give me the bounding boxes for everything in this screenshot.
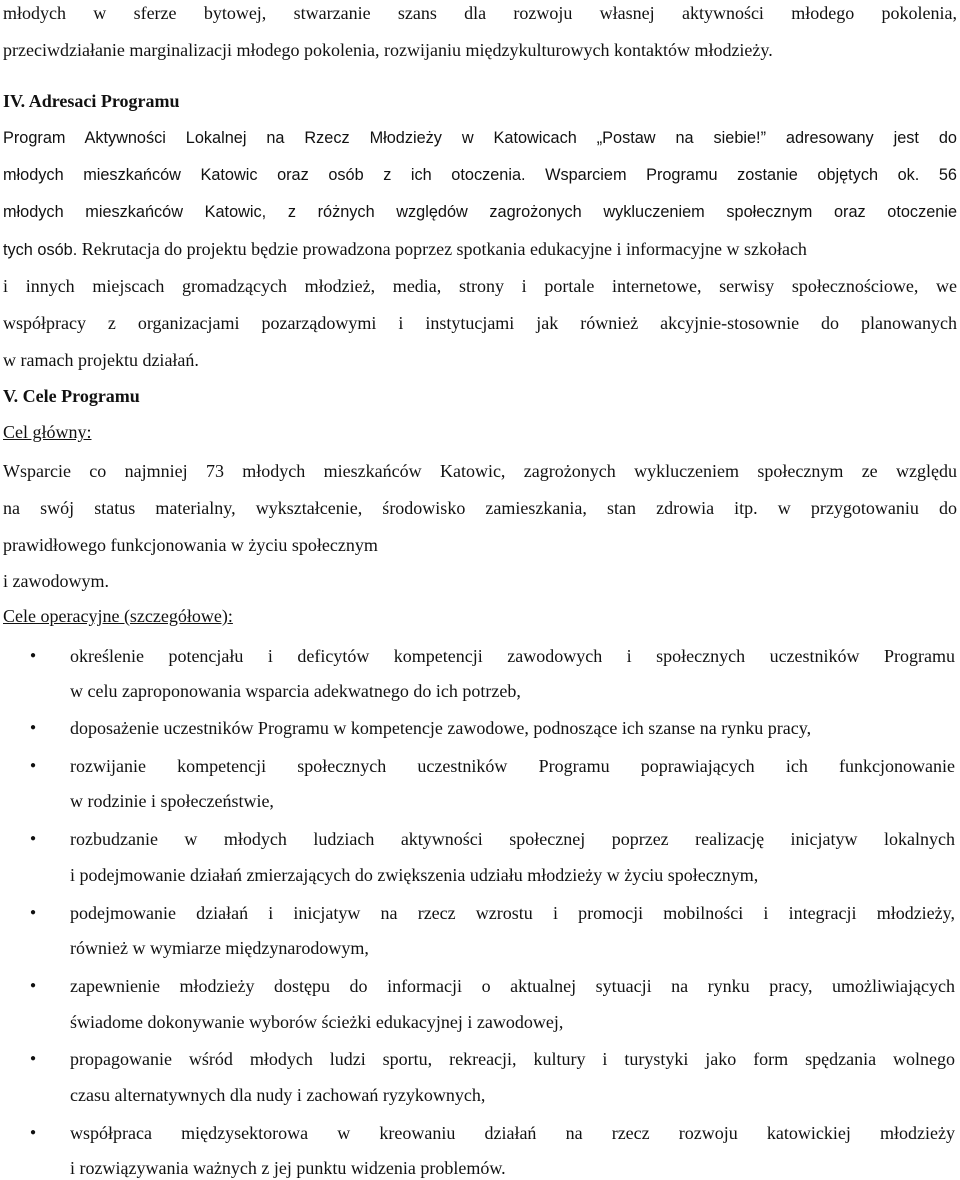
- operational-goals-label: Cele operacyjne (szczegółowe):: [3, 606, 233, 626]
- goal-5-line-1: podejmowanie działań i inicjatyw na rzecz wzrostu i promocji mobilności i integracji młodzieży,: [70, 903, 955, 923]
- goal-1-line-2: w celu zaproponowania wsparcia adekwatnego do ich potrzeb,: [70, 681, 521, 701]
- main-goal-line-2: na swój status materialny, wykształcenie, środowisko zamieszkania, stan zdrowia itp. w przygotowaniu do: [3, 498, 957, 518]
- section-4-line-1: Program Aktywności Lokalnej na Rzecz Młodzieży w Katowicach „Postaw na siebie!” adresowany jest do: [3, 129, 957, 147]
- bullet-icon: ●: [30, 980, 37, 991]
- goal-4-line-2: i podejmowanie działań zmierzających do zwiększenia udziału młodzieży w życiu społecznym,: [70, 865, 759, 885]
- goal-3-line-2: w rodzinie i społeczeństwie,: [70, 791, 274, 811]
- bullet-icon: ●: [30, 1127, 37, 1138]
- main-goal-label: Cel główny:: [3, 422, 92, 442]
- section-4-line-4: [3, 238, 807, 261]
- section-4-line-7: w ramach projektu działań.: [3, 350, 199, 370]
- bullet-icon: ●: [30, 1053, 37, 1064]
- main-goal-line-3: prawidłowego funkcjonowania w życiu społecznym: [3, 535, 378, 555]
- goal-7-line-2: czasu alternatywnych dla nudy i zachowań ryzykownych,: [70, 1085, 486, 1105]
- section-4-line-4a: tych osób.: [3, 241, 78, 259]
- section-5-heading: V. Cele Programu: [3, 386, 140, 406]
- section-4-heading: IV. Adresaci Programu: [3, 91, 180, 111]
- goal-6-line-1: zapewnienie młodzieży dostępu do informacji o aktualnej sytuacji na rynku pracy, umożliwiających: [70, 976, 955, 996]
- goal-4-line-1: rozbudzanie w młodych ludziach aktywności społecznej poprzez realizację inicjatyw lokalnych: [70, 829, 955, 849]
- goal-3-line-1: rozwijanie kompetencji społecznych uczestników Programu poprawiających ich funkcjonowanie: [70, 756, 955, 776]
- bullet-icon: ●: [30, 650, 37, 661]
- main-goal-line-4: i zawodowym.: [3, 571, 109, 591]
- goal-7-line-1: propagowanie wśród młodych ludzi sportu, rekreacji, kultury i turystyki jako form spędzania wolnego: [70, 1049, 955, 1069]
- section-4-line-5: i innych miejscach gromadzących młodzież, media, strony i portale internetowe, serwisy społecznościowe, we: [3, 276, 957, 296]
- intro-line-2: przeciwdziałanie marginalizacji młodego pokolenia, rozwijaniu międzykulturowych kontaktów młodzieży.: [3, 40, 773, 60]
- section-4-line-6: współpracy z organizacjami pozarządowymi i instytucjami jak również akcyjnie-stosownie do planowanych: [3, 313, 957, 333]
- section-4-line-4b: Rekrutacja do projektu będzie prowadzona poprzez spotkania edukacyjne i informacyjne w szkołach: [81, 239, 807, 259]
- goal-8-line-1: współpraca międzysektorowa w kreowaniu działań na rzecz rozwoju katowickiej młodzieży: [70, 1123, 955, 1143]
- goal-8-line-2: i rozwiązywania ważnych z jej punktu widzenia problemów.: [70, 1158, 506, 1178]
- bullet-icon: ●: [30, 760, 37, 771]
- main-goal-line-1: Wsparcie co najmniej 73 młodych mieszkańców Katowic, zagrożonych wykluczeniem społecznym ze względu: [3, 461, 957, 481]
- goal-6-line-2: świadome dokonywanie wyborów ścieżki edukacyjnej i zawodowej,: [70, 1012, 564, 1032]
- section-4-line-3: młodych mieszkańców Katowic, z różnych względów zagrożonych wykluczeniem społecznym oraz otoczenie: [3, 203, 957, 221]
- bullet-icon: ●: [30, 833, 37, 844]
- goal-5-line-2: również w wymiarze międzynarodowym,: [70, 938, 369, 958]
- bullet-icon: ●: [30, 722, 37, 733]
- goal-2-line-1: doposażenie uczestników Programu w kompetencje zawodowe, podnoszące ich szanse na rynku pracy,: [70, 718, 812, 738]
- bullet-icon: ●: [30, 907, 37, 918]
- goal-1-line-1: określenie potencjału i deficytów kompetencji zawodowych i społecznych uczestników Programu: [70, 646, 955, 666]
- section-4-line-2: młodych mieszkańców Katowic oraz osób z ich otoczenia. Wsparciem Programu zostanie objętych ok. 56: [3, 166, 957, 184]
- intro-line-1: młodych w sferze bytowej, stwarzanie szans dla rozwoju własnej aktywności młodego pokolenia,: [3, 3, 957, 23]
